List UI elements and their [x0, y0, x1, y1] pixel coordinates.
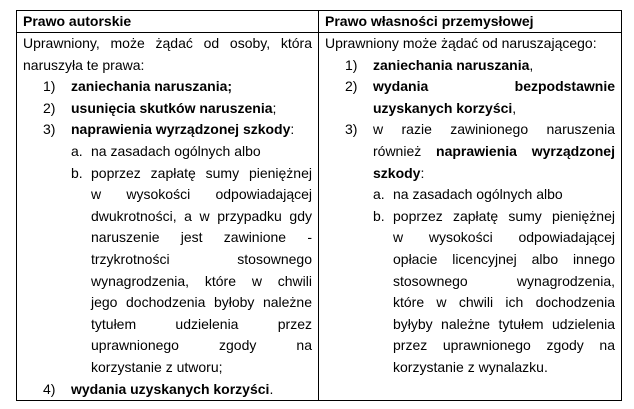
text-line: dwukrotności, a w przypadku gdy	[91, 207, 312, 224]
list-marker: 2)	[43, 99, 56, 116]
copyright-intro	[23, 33, 312, 76]
text-line: korzystanie z utworu;	[91, 358, 223, 375]
list-marker: 1)	[43, 78, 56, 95]
content-row	[17, 33, 622, 401]
header-copyright-law: Prawo autorskie	[17, 11, 319, 33]
punct: ,	[512, 99, 517, 116]
list-marker: b.	[373, 207, 385, 224]
claim-item-1	[23, 76, 312, 98]
list-marker: 2)	[345, 78, 358, 95]
punct: ,	[529, 56, 534, 73]
text-line: korzystanie z wynalazku.	[393, 358, 548, 375]
text-line: przez uprawnionego zgody na	[393, 337, 615, 354]
industrial-intro	[325, 33, 615, 55]
claim-item-3	[23, 119, 312, 378]
list-marker: a.	[373, 186, 385, 203]
claim-title: szkody	[373, 164, 421, 181]
claim-title: naprawienia wyrządzonej	[436, 142, 615, 159]
text: również	[373, 142, 437, 159]
intro-line: naruszyła te prawa:	[23, 56, 145, 73]
claim-title: uzyskanych korzyści	[373, 99, 513, 116]
option-a	[71, 141, 312, 163]
claim-item-4	[23, 379, 312, 401]
text-line	[373, 163, 615, 185]
claim-title: wydania bezpodstawnie	[373, 78, 615, 95]
header-row	[17, 11, 622, 33]
text-line: trzykrotności stosownego	[91, 250, 312, 267]
intro-line: Uprawniony może żądać od naruszającego:	[325, 35, 597, 51]
comparison-table	[16, 10, 622, 401]
text-line: na zasadach ogólnych albo	[393, 186, 563, 203]
text-line: naruszenie jest zawinione -	[91, 229, 312, 246]
punct: :	[290, 121, 295, 138]
claim-title: naprawienia wyrządzonej szkody	[71, 121, 291, 138]
industrial-claims-list	[325, 55, 615, 379]
text-line: opłacie licencyjnej albo innego	[393, 250, 615, 267]
claim-item-1	[325, 55, 615, 77]
text-line: na zasadach ogólnych albo	[91, 142, 261, 159]
claim-title: usunięcia skutków naruszenia	[71, 99, 273, 116]
punct: ;	[272, 99, 277, 116]
option-b	[71, 163, 312, 379]
claim-title: zaniechania naruszania;	[71, 78, 233, 95]
punct: :	[420, 164, 425, 181]
text-line: jego dochodzenia byłoby należne	[91, 294, 312, 311]
option-a	[373, 184, 615, 206]
text-line: wynagrodzenia, które w chwili	[91, 272, 312, 289]
claim-title: wydania uzyskanych korzyści	[71, 380, 270, 397]
text-line: w wysokości odpowiadającej	[91, 186, 312, 203]
text-line	[373, 98, 615, 120]
list-marker: 1)	[345, 56, 358, 73]
claim-item-2	[325, 76, 615, 119]
list-marker: a.	[71, 142, 83, 159]
text-line: tytułem udzielenia przez	[91, 315, 312, 332]
text-line: stosownego wynagrodzenia,	[393, 272, 615, 289]
text-line: uprawnionego zgody na	[91, 337, 312, 354]
list-marker: b.	[71, 164, 83, 181]
text-line: byłyby należne tytułem udzielenia	[393, 315, 615, 332]
intro-line: Uprawniony, może żądać od osoby, która	[23, 35, 312, 51]
option-b	[373, 206, 615, 379]
text-line: które w chwili ich dochodzenia	[393, 294, 615, 311]
text-line: w razie zawinionego naruszenia	[373, 121, 615, 138]
text-line: poprzez zapłatę sumy pieniężnej	[393, 207, 615, 224]
text-line: poprzez zapłatę sumy pieniężnej	[91, 164, 312, 181]
list-marker: 4)	[43, 380, 56, 397]
damages-options-list	[373, 184, 615, 378]
header-industrial-property-law: Prawo własności przemysłowej	[319, 11, 622, 33]
copyright-claims-list	[23, 76, 312, 400]
damages-options-list	[71, 141, 312, 379]
list-marker: 3)	[43, 121, 56, 138]
claim-item-3	[325, 119, 615, 378]
punct: .	[269, 380, 274, 397]
industrial-property-cell	[319, 33, 622, 401]
list-marker: 3)	[345, 121, 358, 138]
text-line	[373, 141, 615, 163]
copyright-cell	[17, 33, 319, 401]
claim-item-2	[23, 98, 312, 120]
claim-title: zaniechania naruszania	[373, 56, 530, 73]
text-line: w wysokości odpowiadającej	[393, 229, 615, 246]
